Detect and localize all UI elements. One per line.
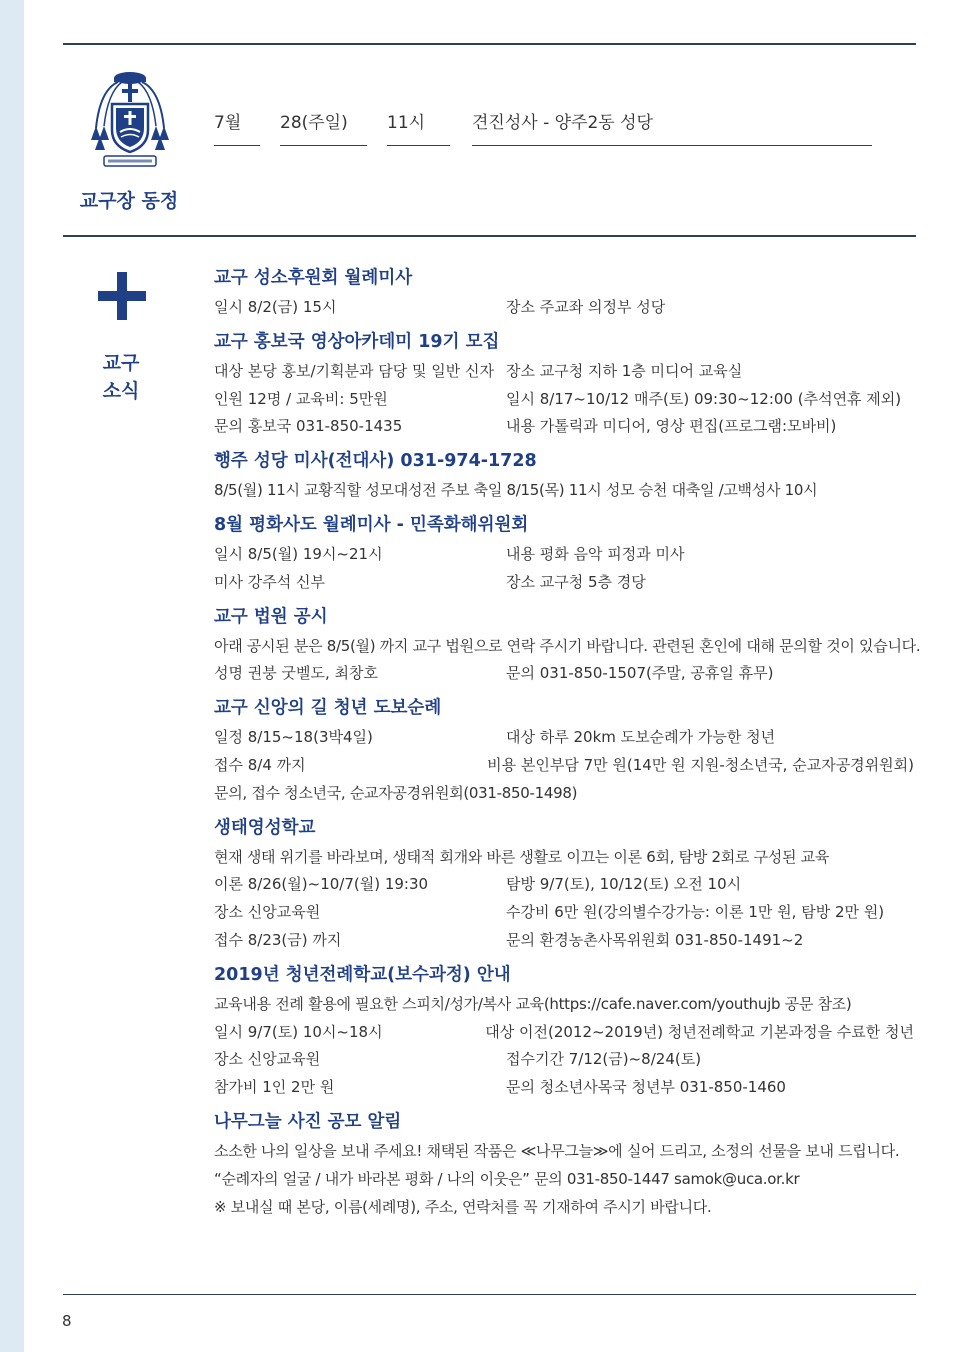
section-title: 2019년 청년전례학교(보수과정) 안내 [214,964,511,985]
diocese-news-label-line1: 교구 [102,352,140,374]
schedule-month: 7월 [214,108,260,146]
info-line: 현재 생태 위기를 바라보며, 생태적 회개와 바른 생활로 이끄는 이론 6회, 탐방 2회로 구성된 교육 [214,847,830,866]
diocese-news-label [63,349,179,405]
cross-plus-icon [98,272,146,320]
info-row: 이론 8/26(월)~10/7(월) 19:30 탐방 9/7(토), 10/12(토) 오전 10시 [214,875,742,894]
section-title: 교구 홍보국 영상아카데미 19기 모집 [214,331,500,352]
bottom-divider [63,1294,916,1295]
section-title: 행주 성당 미사(전대사) 031-974-1728 [214,451,537,472]
info-row: 문의 홍보국 031-850-1435 내용 가톨릭과 미디어, 영상 편집(프로그램:모바비) [214,417,837,436]
news-content [214,262,921,1221]
info-row: 일정 8/15~18(3박4일) 대상 하루 20km 도보순례가 가능한 청년 [214,728,776,747]
info-line: “순례자의 얼굴 / 내가 바라본 평화 / 나의 이웃은” 문의 031-850-1447 samok@uca.or.kr [214,1169,800,1188]
info-row: 대상 본당 홍보/기획분과 담당 및 일반 신자 장소 교구청 지하 1층 미디어 교육실 [214,361,743,380]
info-line: 아래 공시된 분은 8/5(월) 까지 교구 법원으로 연락 주시기 바랍니다. 관련된 혼인에 대해 문의할 것이 있습니다. [214,636,921,655]
info-row: 장소 신앙교육원 접수기간 7/12(금)~8/24(토) [214,1050,702,1069]
info-row: 참가비 1인 2만 원 문의 청소년사목국 청년부 031-850-1460 [214,1078,786,1097]
bishop-coat-of-arms-icon [88,68,172,172]
info-row: 접수 8/23(금) 까지 문의 환경농촌사목위원회 031-850-1491~2 [214,930,804,949]
info-line: ※ 보내실 때 본당, 이름(세례명), 주소, 연락처를 꼭 기재하여 주시기 바랍니다. [214,1197,712,1216]
info-row: 일시 9/7(토) 10시~18시 대상 이전(2012~2019년) 청년전례학교 기본과정을 수료한 청년 [214,1022,914,1041]
section-title: 8월 평화사도 월례미사 - 민족화해위원회 [214,514,529,535]
info-line: 문의, 접수 청소년국, 순교자공경위원회(031-850-1498) [214,783,578,802]
info-row: 인원 12명 / 교육비: 5만원 일시 8/17~10/12 매주(토) 09:30~12:00 (추석연휴 제외) [214,389,902,408]
section-title: 교구 성소후원회 월례미사 [214,268,413,288]
section-title: 나무그늘 사진 공모 알림 [214,1111,402,1132]
info-line: 8/5(월) 11시 교황직할 성모대성전 주보 축일 8/15(목) 11시 성모 승천 대축일 /고백성사 10시 [214,481,818,500]
info-row: 미사 강주석 신부 장소 교구청 5층 경당 [214,572,646,591]
schedule-event: 견진성사 - 양주2동 성당 [472,108,872,146]
info-row: 일시 8/5(월) 19시~21시 내용 평화 음악 피정과 미사 [214,544,685,563]
section-title: 교구 법원 공시 [214,606,328,627]
page-number: 8 [62,1312,72,1330]
info-row: 성명 권붕 굿벨도, 최창호 문의 031-850-1507(주말, 공휴일 휴무) [214,664,774,683]
diocese-news-label-line2: 소식 [102,380,140,402]
info-line: 교육내용 전례 활용에 필요한 스피치/성가/복사 교육(https://cafe.naver.com/youthujb 공문 참조) [214,994,852,1013]
top-divider [63,43,916,45]
info-line: 소소한 나의 일상을 보내 주세요! 채택된 작품은 ≪나무그늘≫에 실어 드리고, 소정의 선물을 보내 드립니다. [214,1141,900,1160]
info-row: 일시 8/2(금) 15시 장소 주교좌 의정부 성당 [214,298,666,316]
schedule-day: 28(주일) [280,108,367,146]
section-title: 교구 신앙의 길 청년 도보순례 [214,698,442,719]
middle-divider [63,235,916,237]
info-row: 장소 신앙교육원 수강비 6만 원(강의별수강가능: 이론 1만 원, 탐방 2만 원) [214,903,885,922]
section-title: 생태영성학교 [214,817,316,838]
schedule-time: 11시 [387,108,450,146]
info-row: 접수 8/4 까지 비용 본인부담 7만 원(14만 원 지원-청소년국, 순교자공경위원회) [214,755,914,774]
bishop-schedule-label: 교구장 동정 [79,190,179,212]
left-color-strip [0,0,24,1352]
